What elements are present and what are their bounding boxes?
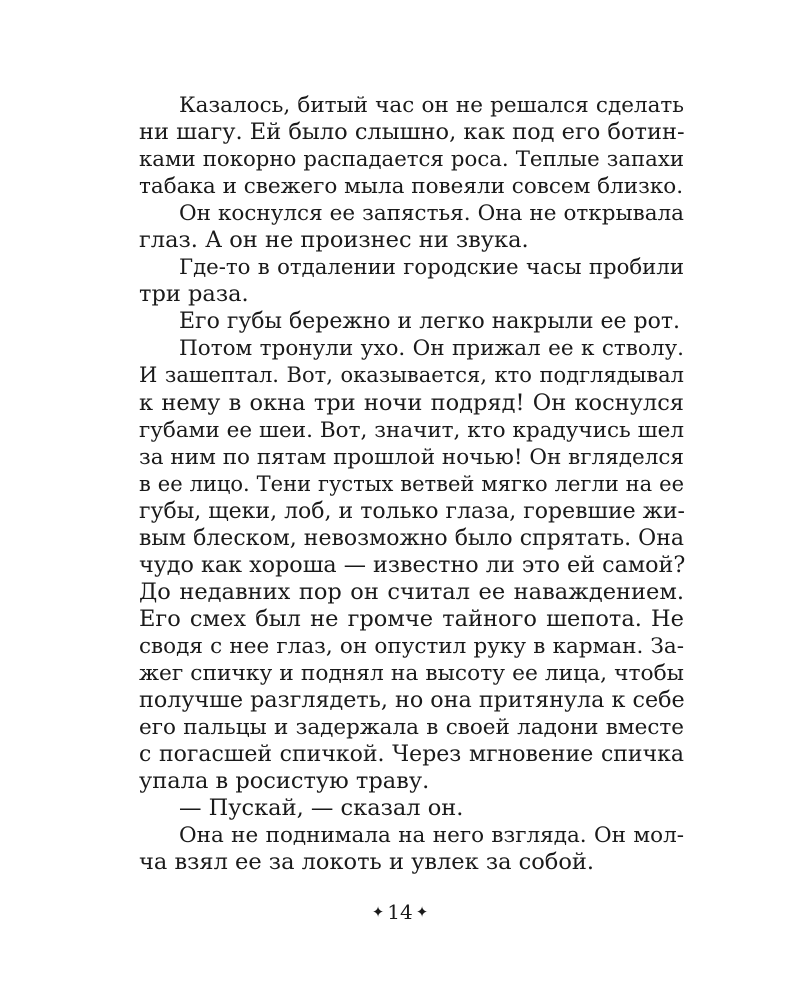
- text-line: получше разглядеть, но она притянула к себе: [139, 687, 685, 714]
- text-line: губы, щеки, лоб, и только глаза, горевшие жи-: [139, 498, 685, 524]
- text-line: ча взял ее за локоть и увлек за собой.: [139, 849, 595, 876]
- text-line: вым блеском, невозможно было спрятать. Она: [139, 525, 684, 551]
- left-ornament-icon: ✦: [371, 903, 385, 921]
- text-line: И зашептал. Вот, оказывается, кто подглядывал: [139, 363, 684, 388]
- page-number-value: 14: [387, 900, 413, 924]
- text-line: Его губы бережно и легко накрыли ее рот.: [179, 309, 680, 335]
- text-line: табака и свежего мыла повеяли совсем близко.: [139, 174, 684, 200]
- text-line: сводя с нее глаз, он опустил руку в карман. За-: [139, 633, 684, 659]
- text-line: жег спичку и поднял на высоту ее лица, чтобы: [139, 660, 684, 686]
- text-line: ни шагу. Ей было слышно, как под его ботин-: [139, 119, 685, 146]
- text-line: Где-то в отдалении городские часы пробили: [179, 255, 684, 281]
- text-line: к нему в окна три ночи подряд! Он коснулся: [139, 389, 684, 416]
- text-line: Его смех был не громче тайного шепота. Не: [139, 605, 684, 632]
- page-number: [0, 897, 800, 927]
- text-line: упала в росистую траву.: [139, 768, 430, 795]
- text-line: Он коснулся ее запястья. Она не открывала: [179, 201, 684, 227]
- text-line: с погасшей спичкой. Через мгновение спичка: [139, 742, 684, 768]
- text-line: глаз. А он не произнес ни звука.: [139, 227, 529, 254]
- text-line: в ее лицо. Тени густых ветвей мягко легли на ее: [139, 471, 684, 496]
- text-line: До недавних пор он считал ее наваждением.: [139, 578, 684, 605]
- text-line: ками покорно распадается роса. Теплые запахи: [139, 147, 684, 173]
- text-line: чудо как хороша — известно ли это ей самой?: [139, 551, 686, 578]
- text-line: — Пускай, — сказал он.: [179, 795, 464, 822]
- right-ornament-icon: ✦: [415, 903, 429, 921]
- text-line: за ним по пятам прошлой ночью! Он вгляделся: [139, 444, 684, 470]
- body-text: [139, 92, 684, 876]
- text-line: Потом тронули ухо. Он прижал ее к стволу.: [179, 336, 684, 362]
- text-line: Казалось, битый час он не решался сделать: [179, 93, 684, 118]
- text-line: его пальцы и задержала в своей ладони вместе: [139, 715, 684, 741]
- text-line: губами ее шеи. Вот, значит, кто крадучись шел: [139, 417, 684, 443]
- text-line: Она не поднимала на него взгляда. Он мол-: [179, 823, 684, 849]
- text-line: три раза.: [139, 281, 249, 308]
